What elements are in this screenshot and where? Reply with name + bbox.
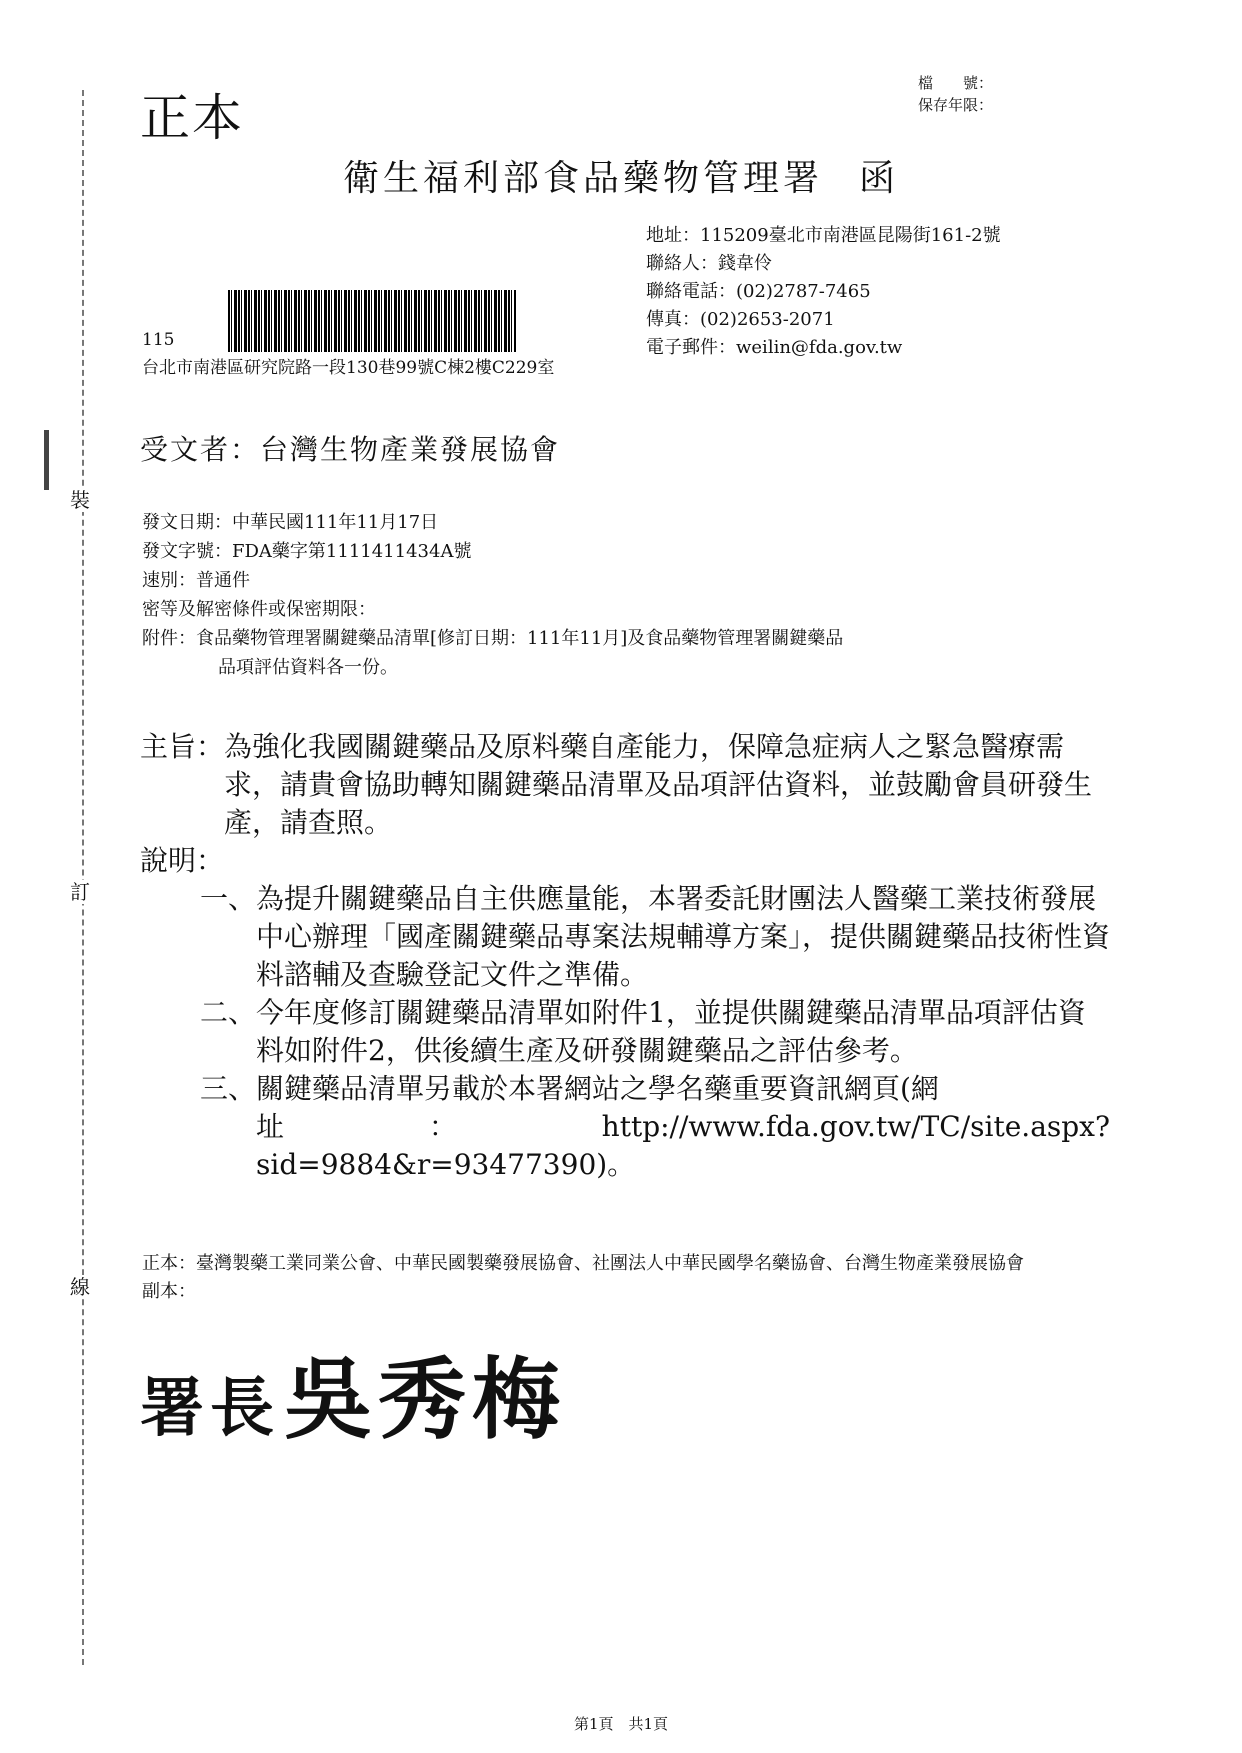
signature-name: 吳秀梅: [284, 1347, 567, 1451]
binding-char-staple: 訂: [70, 880, 90, 904]
original-recipients-label: 正本：: [142, 1253, 196, 1274]
binding-char-bind: 裝: [70, 488, 90, 512]
duplicate-recipients-label: 副本：: [142, 1281, 196, 1302]
document-meta: [142, 508, 843, 682]
binding-mark: [44, 430, 49, 490]
attachment-line-2: 品項評估資料各一份。: [218, 657, 398, 678]
retention-period: 保存年限：: [918, 96, 994, 114]
issue-date: 發文日期：中華民國111年11月17日: [142, 512, 439, 533]
signature: [140, 1330, 566, 1456]
item-number: 二、: [199, 996, 256, 1029]
website-url-part1[interactable]: http://www.fda.gov.tw/TC/site.aspx?: [601, 1110, 1110, 1143]
original-recipients: [142, 1250, 1082, 1278]
explanation-label: 說明：: [140, 844, 225, 877]
original-label: 正本: [140, 89, 244, 147]
page-number: 第1頁 共1頁: [573, 1715, 669, 1733]
sender-postal-code: 115: [142, 330, 175, 350]
file-meta: [918, 72, 993, 116]
contact-address: 地址：115209臺北市南港區昆陽街161-2號: [646, 225, 1001, 246]
delivery-speed: 速別：普通件: [142, 570, 250, 591]
contact-phone: 聯絡電話：(02)2787-7465: [646, 281, 871, 302]
explanation-item: [174, 1070, 1110, 1184]
subject: [140, 728, 1110, 842]
attachment-line-1: 附件：食品藥物管理署關鍵藥品清單[修訂日期：111年11月]及食品藥物管理署關鍵藥品: [142, 628, 844, 649]
original-recipients-text: 臺灣製藥工業同業公會、中華民國製藥發展協會、社團法人中華民國學名藥協會、台灣生物產業發展協會: [196, 1253, 1024, 1274]
subject-text: 為強化我國關鍵藥品及原料藥自產能力，保障急症病人之緊急醫療需求，請貴會協助轉知關鍵藥品清單及品項評估資料，並鼓勵會員研發生產，請查照。: [224, 730, 1093, 839]
document-number: 發文字號：FDA藥字第1111411434A號: [142, 541, 472, 562]
letter-type: 函: [859, 158, 900, 199]
explanation-item: [174, 994, 1110, 1070]
copies-block: [142, 1250, 1082, 1306]
item-text: 今年度修訂關鍵藥品清單如附件1，並提供關鍵藥品清單品項評估資料如附件2，供後續生產及研發關鍵藥品之評估參考。: [256, 996, 1086, 1067]
item-text: [256, 1070, 1110, 1184]
url-row: [256, 1108, 1110, 1146]
url-label: 址: [256, 1110, 285, 1143]
item-number: 三、: [199, 1072, 256, 1105]
subject-label: 主旨：: [140, 730, 225, 763]
url-colon: ：: [428, 1110, 457, 1143]
agency-title: [0, 150, 1242, 201]
item-text: 為提升關鍵藥品自主供應量能，本署委託財團法人醫藥工業技術發展中心辦理「國產關鍵藥品專案法規輔導方案」，提供關鍵藥品技術性資料諮輔及查驗登記文件之準備。: [256, 882, 1111, 991]
contact-email: 電子郵件：weilin@fda.gov.tw: [646, 337, 903, 358]
binding-char-line: 線: [70, 1275, 90, 1299]
item-number: 一、: [199, 882, 256, 915]
item3-line1: 關鍵藥品清單另載於本署網站之學名藥重要資訊網頁(網: [256, 1072, 939, 1105]
duplicate-recipients: [142, 1278, 1082, 1306]
letter-body: [140, 728, 1110, 1184]
contact-person: 聯絡人：錢韋伶: [646, 253, 772, 274]
contact-block: [646, 222, 1001, 362]
confidentiality: 密等及解密條件或保密期限：: [142, 599, 376, 620]
recipient: 受文者：台灣生物產業發展協會: [140, 433, 561, 466]
binding-line: [82, 90, 84, 1665]
sender-address: 台北市南港區研究院路一段130巷99號C棟2樓C229室: [142, 358, 555, 378]
barcode: [228, 290, 516, 352]
file-number: 檔 號：: [918, 74, 994, 92]
agency-name: 衛生福利部食品藥物管理署: [342, 158, 823, 199]
website-url-part2[interactable]: sid=9884&r=93477390)。: [256, 1148, 636, 1181]
explanation-item: [174, 880, 1110, 994]
signature-title: 署長: [140, 1371, 280, 1446]
contact-fax: 傳真：(02)2653-2071: [646, 309, 835, 330]
